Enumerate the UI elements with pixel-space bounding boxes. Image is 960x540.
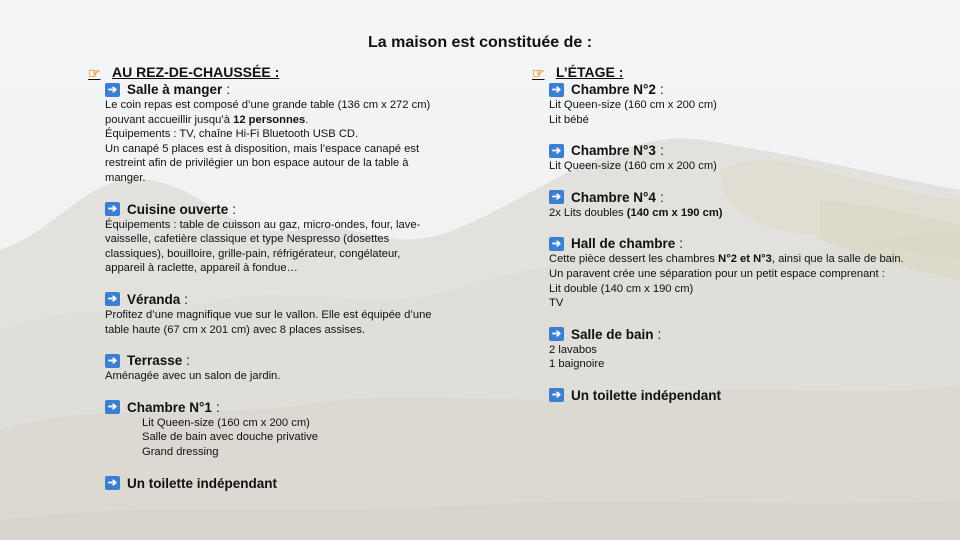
room-description-line: restreint afin de privilégier un bon espace autour de la table à [105, 157, 409, 170]
room-colon: : [657, 326, 662, 342]
room-description-line [549, 206, 942, 221]
room-chambre-n-4 [532, 189, 942, 221]
room-name: Cuisine ouverte [127, 201, 229, 217]
room-colon: : [679, 236, 684, 252]
room-un-toilette-independant [88, 475, 468, 492]
room-description-line [549, 252, 942, 267]
room-description-line: Un canapé 5 places est à disposition, mais l’espace canapé est [105, 142, 420, 155]
right-arrow-icon: ➔ [549, 144, 564, 158]
room-colon: : [659, 82, 664, 97]
line-text: . [305, 113, 309, 126]
room-description-line: appareil à raclette, appareil à fondue… [105, 262, 298, 275]
room-heading [549, 235, 942, 252]
room-heading [105, 291, 468, 308]
line-text: 2x Lits doubles [549, 206, 627, 219]
room-description-line: Lit double (140 cm x 190 cm) [549, 282, 694, 295]
room-description-line: Équipements : table de cuisson au gaz, micro-ondes, four, lave- [105, 218, 421, 231]
page-title: La maison est constituée de : [367, 34, 593, 51]
room-description-line: Profitez d’une magnifique vue sur le vallon. Elle est équipée d’une [105, 308, 432, 321]
room-name: Un toilette indépendant [571, 387, 721, 403]
room-colon: : [226, 82, 231, 97]
right-arrow-icon: ➔ [549, 327, 564, 341]
room-heading [549, 387, 942, 404]
room-colon: : [215, 399, 220, 415]
room-description-line: table haute (67 cm x 201 cm) avec 8 places assises. [105, 323, 365, 336]
room-description-line: Lit Queen-size (160 cm x 200 cm) [142, 416, 310, 429]
right-arrow-icon: ➔ [549, 388, 564, 402]
line-bold-text: (140 cm x 190 cm) [626, 206, 723, 219]
room-colon: : [659, 189, 664, 205]
right-arrow-icon: ➔ [105, 202, 120, 216]
room-salle-de-bain [532, 326, 942, 372]
room-heading [105, 399, 468, 416]
room-colon: : [184, 291, 189, 307]
room-cuisine-ouverte [88, 201, 468, 276]
room-description-line: Aménagée avec un salon de jardin. [105, 370, 281, 383]
pointing-hand-icon: ☞ [532, 64, 545, 81]
room-name: Chambre N°2 [571, 82, 656, 97]
room-name: Chambre N°4 [571, 189, 656, 205]
room-description-line: Lit bébé [549, 113, 589, 126]
room-heading [105, 475, 468, 492]
line-bold-text: 12 personnes [233, 113, 306, 126]
right-arrow-icon: ➔ [549, 83, 564, 97]
room-description-line: Grand dressing [142, 445, 219, 458]
room-un-toilette-independant [532, 387, 942, 404]
room-heading [549, 142, 942, 159]
room-name: Terrasse [127, 353, 183, 369]
ground-floor-heading-label: AU REZ-DE-CHAUSSÉE : [112, 64, 280, 80]
room-chambre-n-2 [532, 81, 942, 127]
room-description-line: Salle de bain avec douche privative [142, 431, 319, 444]
room-name: Chambre N°3 [571, 143, 656, 159]
room-name: Chambre N°1 [127, 399, 212, 415]
room-description-line: classiques), bouilloire, grille-pain, réfrigérateur, congélateur, [105, 247, 401, 260]
upstairs-column [532, 64, 942, 404]
room-description-line: Lit Queen-size (160 cm x 200 cm) [549, 99, 717, 111]
room-description-line: Équipements : TV, chaîne Hi-Fi Bluetooth USB CD. [105, 128, 359, 141]
room-description-line [105, 113, 468, 128]
right-arrow-icon: ➔ [105, 400, 120, 414]
room-heading [105, 81, 468, 98]
room-heading [105, 352, 468, 369]
line-text: Cette pièce dessert les chambres [549, 253, 719, 266]
room-terrasse [88, 352, 468, 384]
room-chambre-n-3 [532, 142, 942, 174]
room-veranda [88, 291, 468, 337]
room-hall-de-chambre [532, 235, 942, 310]
right-arrow-icon: ➔ [549, 190, 564, 204]
room-description-line: 1 baignoire [549, 358, 605, 371]
room-colon: : [232, 201, 237, 217]
room-description-line: Un paravent crée une séparation pour un petit espace comprenant : [549, 267, 885, 280]
room-description-line: TV [549, 297, 564, 310]
room-description-line: Lit Queen-size (160 cm x 200 cm) [549, 160, 717, 173]
upstairs-heading-label: L’ÉTAGE : [556, 64, 624, 80]
right-arrow-icon: ➔ [105, 83, 120, 97]
room-description-line: Le coin repas est composé d’une grande table (136 cm x 272 cm) [105, 99, 431, 111]
room-heading [549, 326, 942, 343]
room-colon: : [659, 143, 664, 159]
pointing-hand-icon: ☞ [88, 64, 101, 81]
room-name: Véranda [127, 291, 181, 307]
right-arrow-icon: ➔ [105, 354, 120, 368]
room-heading [549, 189, 942, 206]
room-heading [105, 201, 468, 218]
upstairs-heading [532, 64, 942, 81]
line-text: , ainsi que la salle de bain. [771, 253, 904, 266]
room-name: Salle de bain [571, 326, 654, 342]
room-description-line: 2 lavabos [549, 343, 597, 356]
right-arrow-icon: ➔ [105, 292, 120, 306]
room-salle-a-manger [88, 81, 468, 186]
line-bold-text: N°2 et N°3 [718, 253, 772, 266]
room-name: Salle à manger [127, 82, 223, 97]
ground-floor-column [88, 64, 468, 492]
room-colon: : [186, 353, 191, 369]
room-description-line: vaisselle, cafetière classique et type Nespresso (dosettes [105, 233, 390, 246]
right-arrow-icon: ➔ [549, 237, 564, 251]
room-name: Hall de chambre [571, 236, 676, 252]
room-heading [549, 81, 942, 98]
room-description-line: manger. [105, 171, 146, 184]
right-arrow-icon: ➔ [105, 476, 120, 490]
room-name: Un toilette indépendant [127, 475, 277, 491]
room-chambre-n-1 [88, 399, 468, 460]
ground-floor-heading [88, 64, 468, 81]
line-text: pouvant accueillir jusqu’à [105, 113, 234, 126]
